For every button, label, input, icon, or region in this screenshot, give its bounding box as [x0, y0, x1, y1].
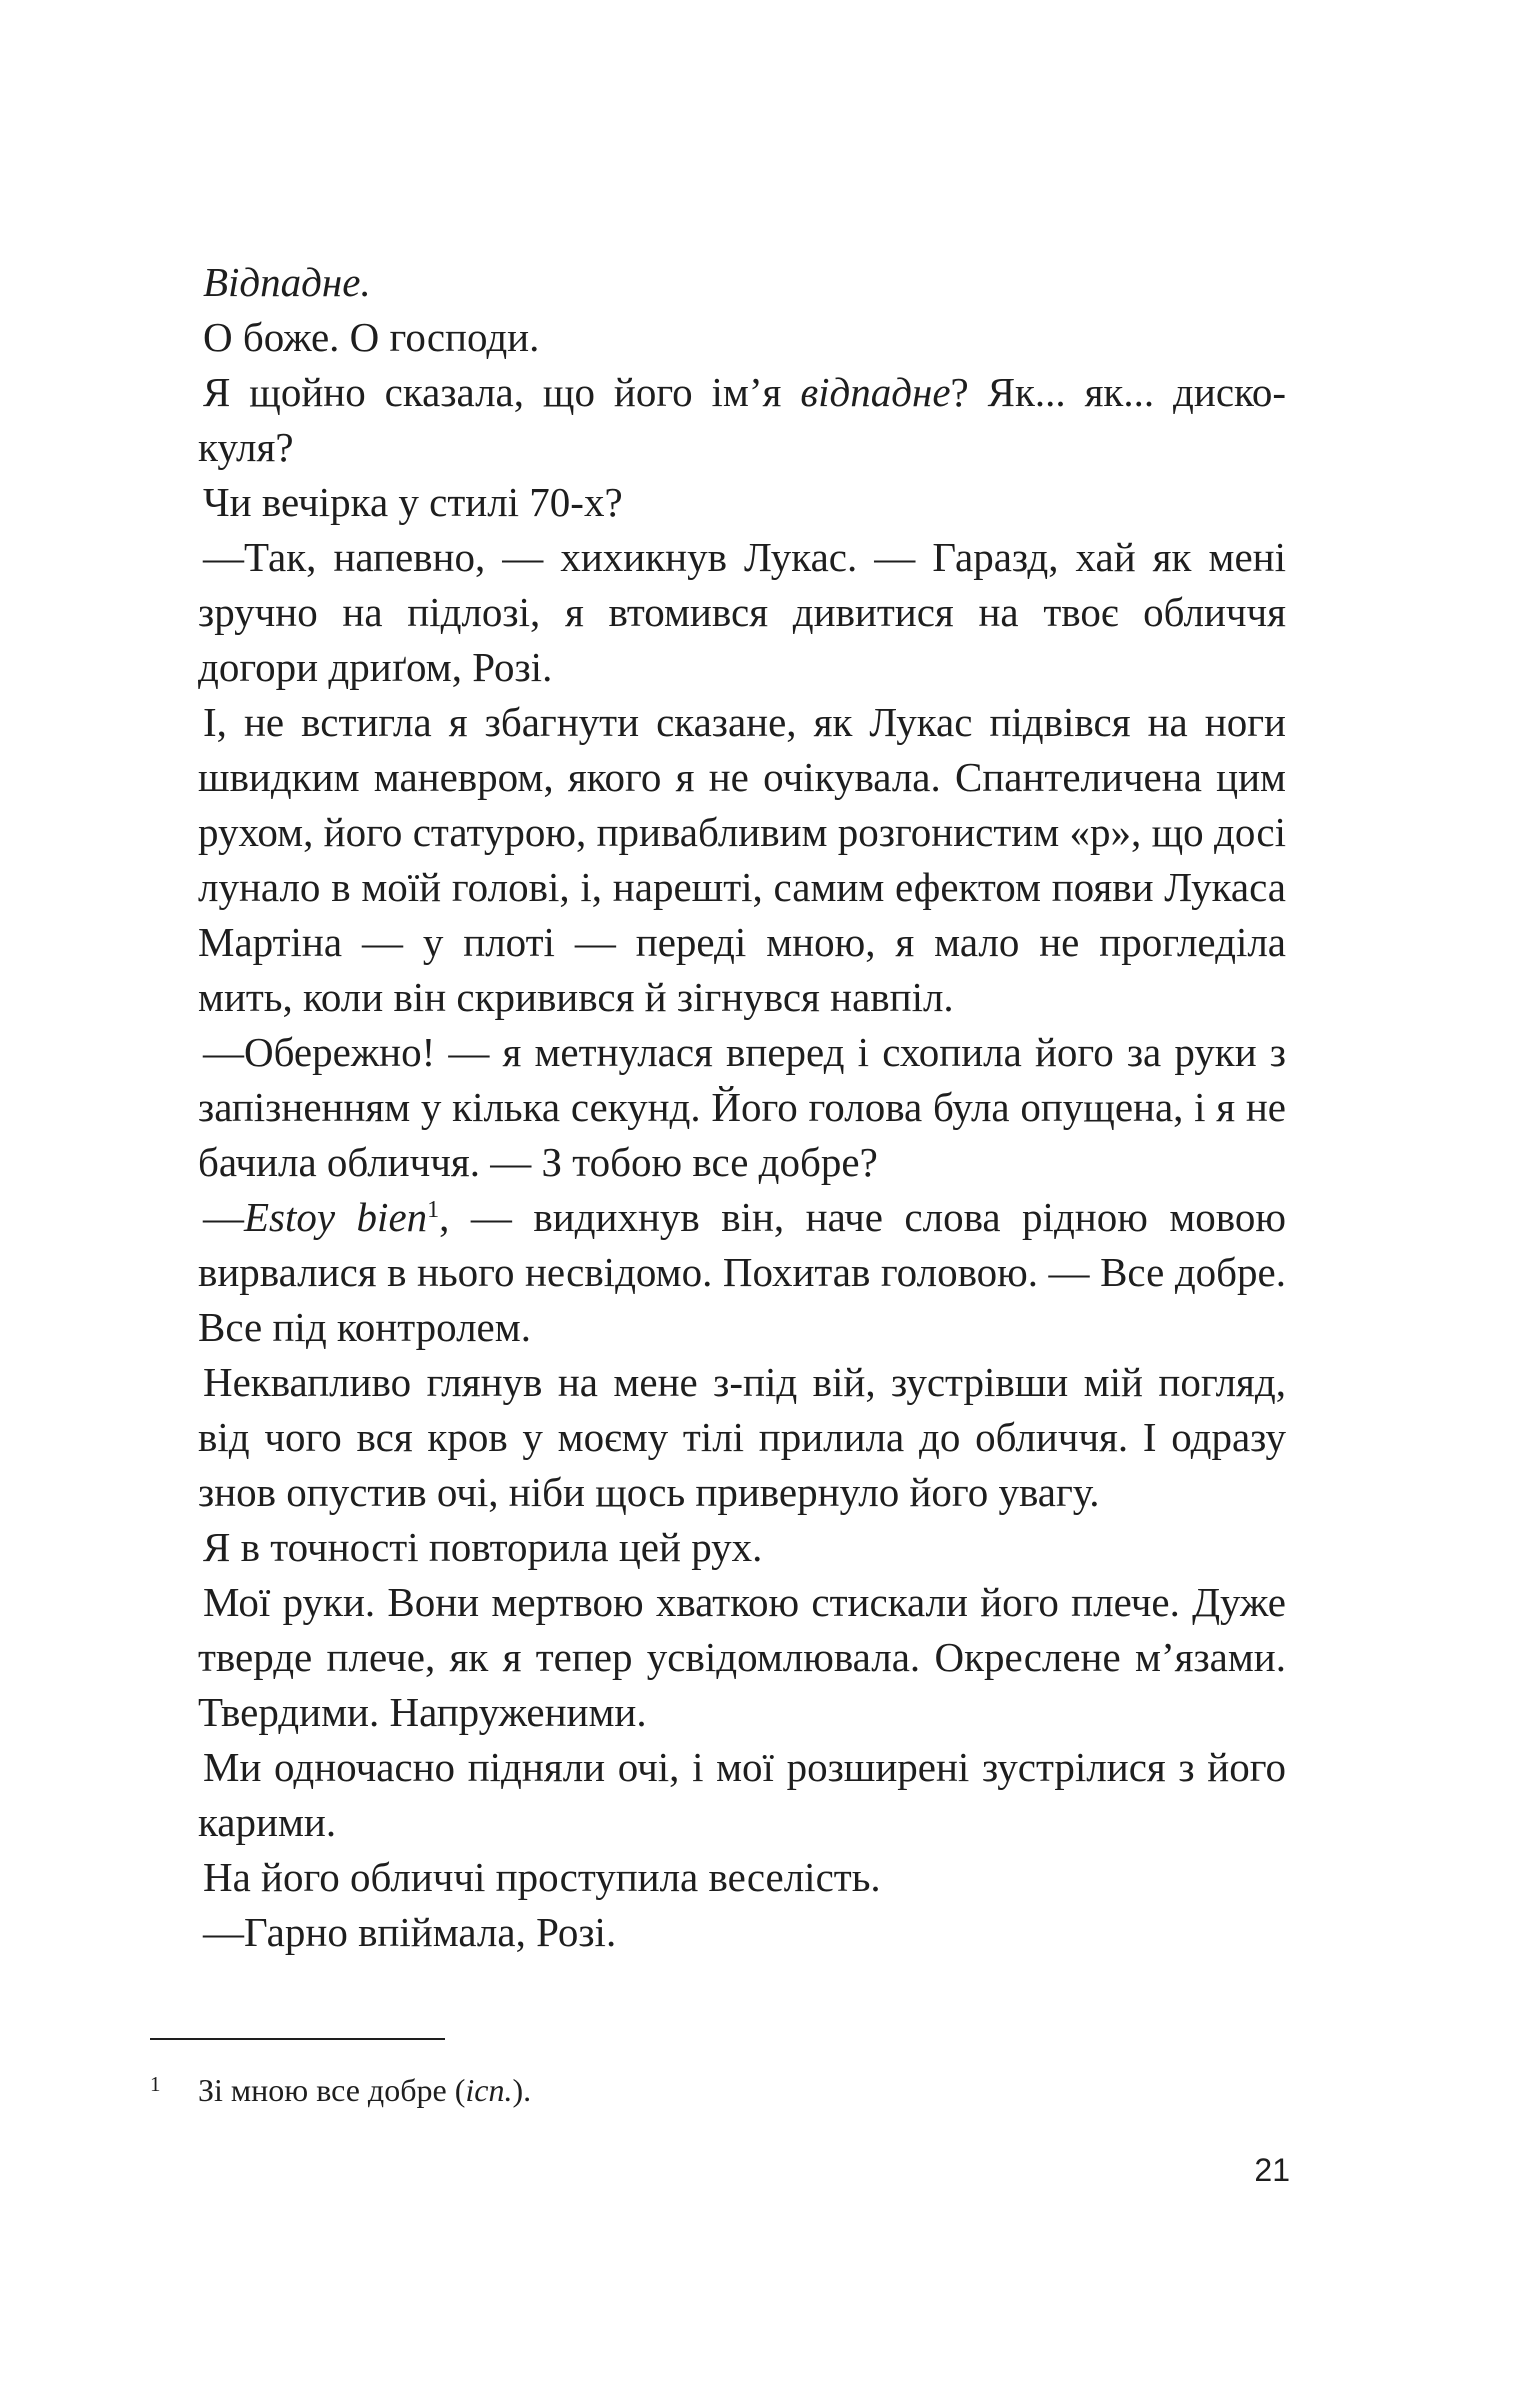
footnote-text-part: Зі мною все добре ( [198, 2072, 466, 2108]
footnote-text-part: ). [512, 2072, 532, 2108]
dialogue-paragraph: —Гарно впіймала, Розі. [203, 1909, 617, 1955]
paragraph: На його обличчі проступила веселість. [203, 1854, 881, 1900]
dialogue-paragraph: —Обережно! — я метнулася вперед і схопила його за руки з запізненням у кілька секунд. Його голова була опущена, і я не бачила обличчя. — З тобою все добре? [198, 1029, 1286, 1185]
page-number: 21 [1254, 2152, 1290, 2188]
italic-text: відпадне [800, 369, 951, 415]
paragraph: Мої руки. Вони мертвою хваткою стискали його плече. Дуже тверде плече, як я тепер усвідомлювала. Окреслене м’язами. Твердими. Напруженими. [198, 1579, 1286, 1735]
paragraph [198, 255, 1286, 310]
paragraph: О боже. О господи. [203, 314, 540, 360]
italic-text: Estoy bien [244, 1194, 428, 1240]
paragraph-text: Я щойно сказала, що його ім’я [203, 369, 801, 415]
footnote-mark: 1 [150, 2072, 161, 2096]
dash: — [203, 1194, 244, 1240]
paragraph: Ми одночасно підняли очі, і мої розширені зустрілися з його карими. [198, 1744, 1286, 1845]
paragraph-text: ? Як... як... диско-куля? [198, 369, 1287, 470]
paragraph [198, 365, 1286, 475]
paragraph: І, не встигла я збагнути сказане, як Лукас підвівся на ноги швидким маневром, якого я не очікувала. Спантеличена цим рухом, його статурою, привабливим розгонистим «р», що досі лунало в моїй голові, і, нарешті, самим ефектом появи Лукаса Мартіна — у плоті — переді мною, я мало не прогледіла мить, коли він скривився й зігнувся навпіл. [198, 699, 1286, 1020]
paragraph: Чи вечірка у стилі 70-х? [203, 479, 623, 525]
paragraph: Неквапливо глянув на мене з-під вій, зустрівши мій погляд, від чого вся кров у моєму тілі прилила до обличчя. І одразу знов опустив очі, ніби щось привернуло його увагу. [198, 1359, 1286, 1515]
footnote-text [198, 2070, 531, 2110]
main-text [198, 255, 1286, 1960]
dialogue-paragraph [198, 1190, 1286, 1355]
italic-text: ісп. [465, 2072, 513, 2108]
paragraph: Я в точності повторила цей рух. [203, 1524, 763, 1570]
footnote-divider [150, 2038, 445, 2040]
footnote-reference: 1 [427, 1197, 440, 1223]
dialogue-paragraph: —Так, напевно, — хихикнув Лукас. — Гаразд, хай як мені зручно на підлозі, я втомився дивитися на твоє обличчя догори дриґом, Розі. [198, 534, 1286, 690]
paragraph-text: , — видихнув він, наче слова рідною мовою вирвалися в нього несвідомо. Похитав головою. — Все добре. Все під контролем. [198, 1194, 1286, 1350]
italic-text: Відпадне. [203, 259, 371, 305]
